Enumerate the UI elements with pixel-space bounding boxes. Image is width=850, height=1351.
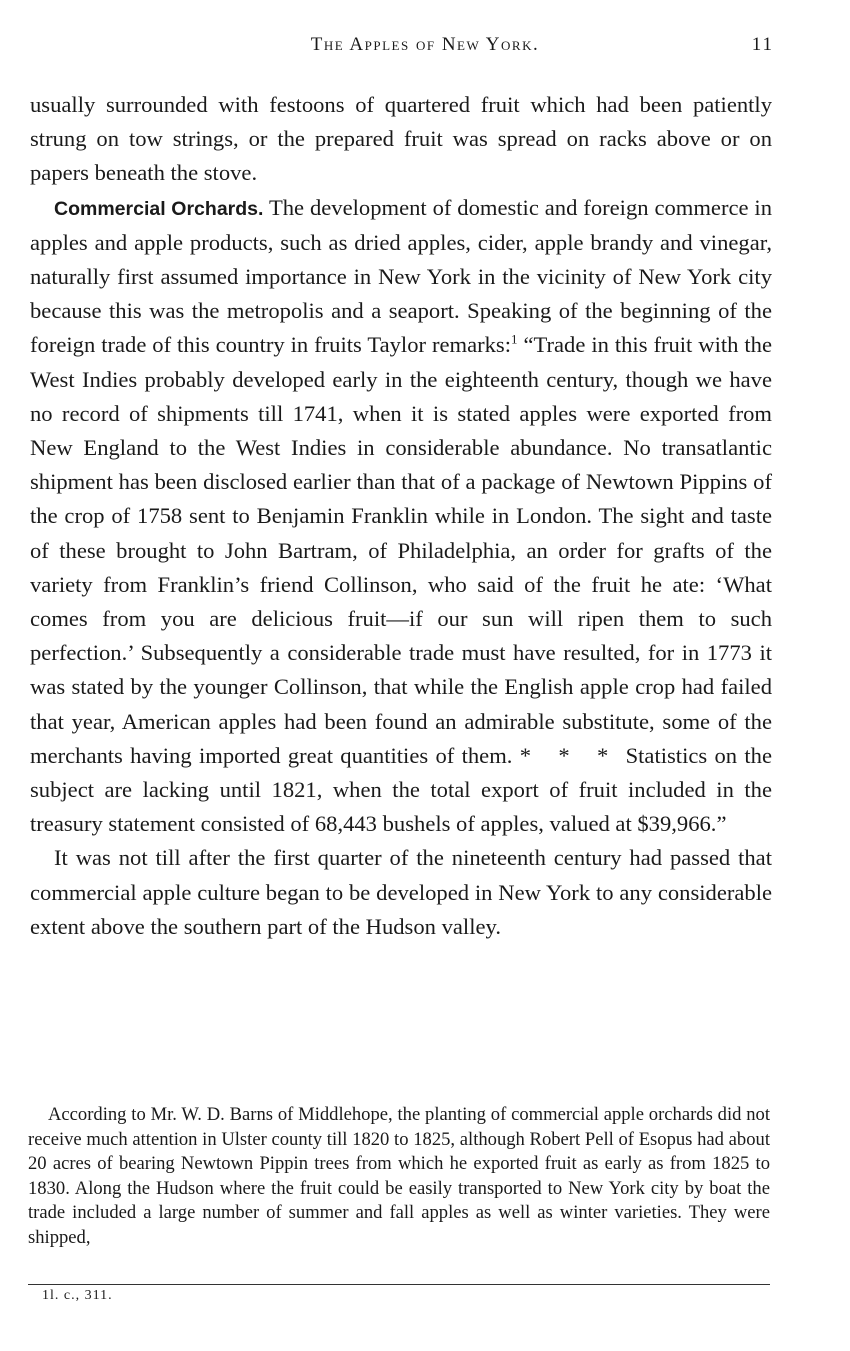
section-heading: Commercial Orchards.: [54, 197, 264, 220]
paragraph-2: [30, 191, 772, 842]
footnote-reference: 1: [511, 331, 518, 347]
paragraph-2-text-c: Statistics on the subject are lacking until 1821, when the total export of fruit included in the treasury statement consisted of 68,443 bushels of apples, valued at $39,966.”: [30, 742, 772, 837]
small-print-text: [28, 1103, 770, 1251]
paragraph-4: According to Mr. W. D. Barns of Middlehope, the planting of commercial apple orchards did not receive much attention in Ulster county till 1820 to 1825, although Robert Pell of Esopus had about 20 acres of bearing Newtown Pippin trees from which he exported fruit as early as from 1825 to 1830. Along the Hudson where the fruit could be easily transported to New York city by boat the trade included a large number of summer and fall apples as well as winter varieties. They were shipped,: [28, 1104, 770, 1248]
paragraph-2-text-b: “Trade in this fruit with the West Indies probably developed early in the eighteenth century, though we have no record of shipments till 1741, when it is stated apples were exported from New England to the West Indies in considerable abundance. No transatlantic shipment has been disclosed earlier than that of a package of Newtown Pippins of the crop of 1758 sent to Benjamin Franklin while in London. The sight and taste of these brought to John Bartram, of Philadelphia, an order for grafts of the variety from Franklin’s friend Collinson, who said of the fruit he ate: ‘What comes from you are delicious fruit—if our sun will ripen them to such perfection.’ Subsequently a considerable trade must have resulted, for in 1773 it was stated by the younger Collinson, that while the English apple crop had failed that year, American apples had been found an admirable substitute, some of the merchants having imported great quantities of them.: [30, 332, 773, 768]
page-number: 11: [751, 34, 774, 55]
running-title: The Apples of New York.: [310, 34, 540, 55]
main-text: [30, 88, 772, 944]
footnote-divider: [28, 1284, 770, 1285]
paragraph-3: It was not till after the first quarter of the nineteenth century had passed that commercial apple culture began to be developed in New York to any considerable extent above the southern part of the Hudson valley.: [30, 845, 772, 939]
paragraph-2-text-a: The development of domestic and foreign commerce in apples and apple products, such as dried apples, cider, apple brandy and vinegar, naturally first assumed importance in New York in the vicinity of New York city because this was the metropolis and a seaport. Speaking of the beginning of the foreign trade of this country in fruits Taylor remarks:: [30, 194, 773, 358]
paragraph-1: usually surrounded with festoons of quartered fruit which had been patiently strung on tow strings, or the prepared fruit was spread on racks above or on papers beneath the stove.: [30, 92, 772, 186]
ellipsis-stars: * * *: [519, 742, 619, 768]
page-header: [30, 34, 820, 64]
footnote: 1l. c., 311.: [42, 1288, 113, 1303]
